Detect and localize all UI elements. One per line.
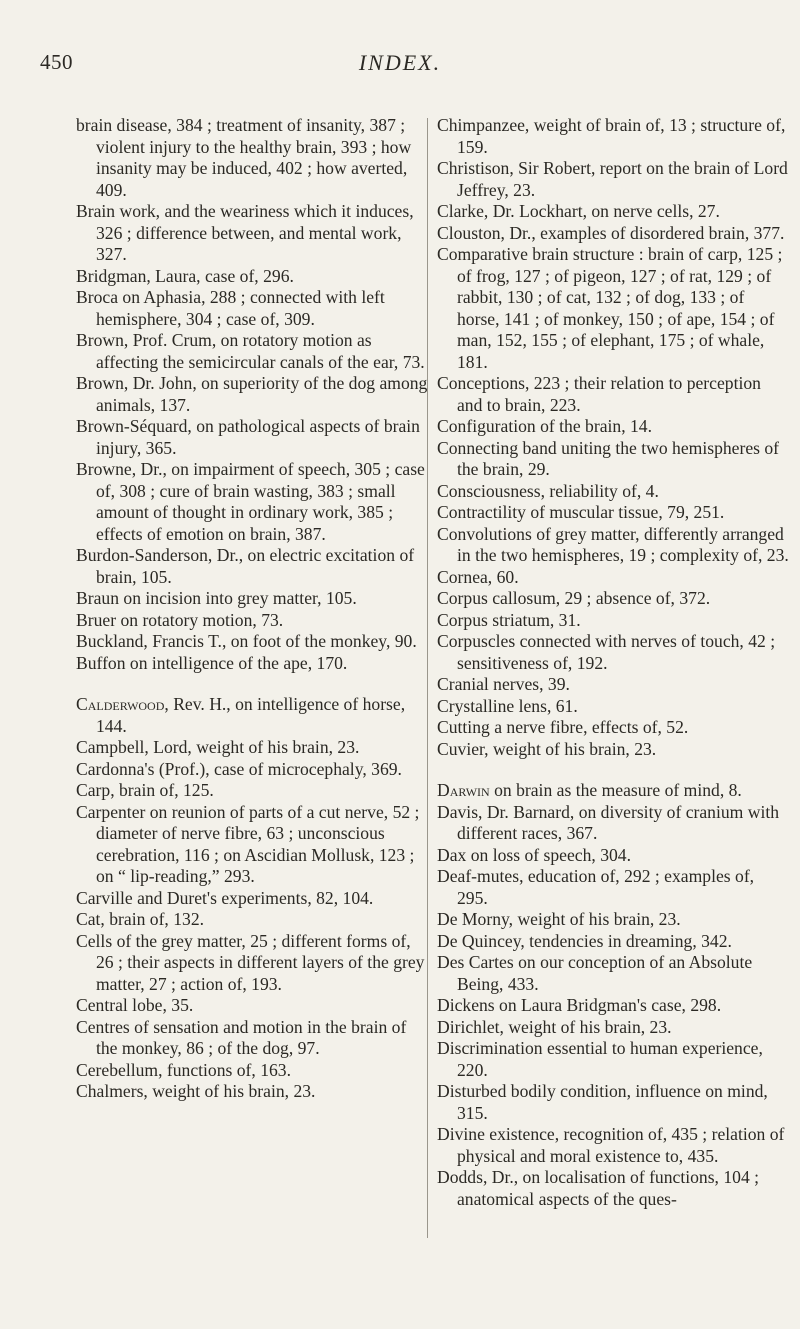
entry-text: Deaf-mutes, education of, 292 ; examples of, 295. (437, 866, 755, 908)
entry-text: Corpus callosum, 29 ; absence of, 372. (437, 588, 711, 608)
entry-text: Contractility of muscular tissue, 79, 251. (437, 502, 725, 522)
entry-text: Christison, Sir Robert, report on the brain of Lord Jeffrey, 23. (437, 158, 788, 200)
entry-text: Carp, brain of, 125. (76, 780, 214, 800)
index-entry (437, 1124, 789, 1167)
entry-text: Cerebellum, functions of, 163. (76, 1059, 291, 1080)
entry-text: Buckland, Francis T., on foot of the monkey, 90. (76, 631, 417, 651)
index-entry (437, 244, 789, 373)
entry-text: Discrimination essential to human experience, 220. (437, 1038, 763, 1080)
index-entry (437, 1017, 789, 1039)
column-divider (427, 118, 428, 1238)
page-header (0, 50, 800, 90)
index-entry (76, 802, 428, 888)
index-entry (437, 502, 789, 524)
entry-text: Burdon-Sanderson, Dr., on electric excitation of brain, 105. (76, 545, 415, 587)
entry-text: Des Cartes on our conception of an Absolute Being, 433. (437, 952, 753, 994)
index-entry (76, 588, 428, 610)
entry-lead: Calderwood, (76, 694, 169, 714)
index-entry (76, 330, 428, 373)
entry-text: Connecting band uniting the two hemispheres of the brain, 29. (437, 437, 780, 479)
index-entry (76, 653, 428, 675)
entry-text: Consciousness, reliability of, 4. (437, 480, 659, 501)
index-entry (437, 1167, 789, 1210)
index-entry (437, 524, 789, 567)
entry-text: Chalmers, weight of his brain, 23. (76, 1081, 316, 1101)
entry-text: brain disease, 384 ; treatment of insanity, 387 ; violent injury to the healthy brain, 393 ; how insanity may be induced, 402 ; how averted, 409. (76, 115, 412, 200)
index-entry (437, 588, 789, 610)
entry-text: Cells of the grey matter, 25 ; different forms of, 26 ; their aspects in different layers of the grey matter, 27 ; action of, 193. (76, 930, 425, 994)
index-entry (437, 931, 789, 953)
index-entry (437, 115, 789, 158)
index-entry (76, 1081, 428, 1103)
entry-text: Convolutions of grey matter, differently arranged in the two hemispheres, 19 ; complexity of, 23. (437, 523, 789, 565)
index-entry (76, 780, 428, 802)
entry-text: Brown-Séquard, on pathological aspects of brain injury, 365. (76, 416, 420, 458)
entry-text: Broca on Aphasia, 288 ; connected with left hemisphere, 304 ; case of, 309. (76, 287, 385, 329)
running-title: INDEX. (358, 50, 442, 75)
index-entry (437, 373, 789, 416)
index-entry (76, 909, 428, 931)
entry-text: Cardonna's (Prof.), case of microcephaly, 369. (76, 758, 402, 779)
index-entry (437, 438, 789, 481)
index-entry (437, 631, 789, 674)
index-entry (437, 158, 789, 201)
index-entry (437, 567, 789, 589)
entry-text: Dickens on Laura Bridgman's case, 298. (437, 995, 722, 1015)
entry-text: Bridgman, Laura, case of, 296. (76, 265, 294, 286)
index-entry (76, 995, 428, 1017)
entry-text: Buffon on intelligence of the ape, 170. (76, 652, 348, 673)
entry-text: De Morny, weight of his brain, 23. (437, 909, 681, 929)
index-column-left (76, 115, 428, 1103)
index-entry (437, 1038, 789, 1081)
index-entry (76, 115, 428, 201)
entry-text: Clouston, Dr., examples of disordered brain, 377. (437, 222, 785, 243)
entry-text: Cranial nerves, 39. (437, 674, 570, 694)
index-entry (437, 610, 789, 632)
entry-text: Comparative brain structure : brain of carp, 125 ; of frog, 127 ; of pigeon, 127 ; of rat, 129 ; of rabbit, 130 ; of cat, 132 ; of dog, 133 ; of horse, 141 ; of monkey, 150 ; of ape, 154 ; of man, 152, 155 ; of elephant, 175 ; of whale, 181. (437, 244, 783, 372)
index-entry (76, 631, 428, 653)
index-entry (437, 1081, 789, 1124)
index-entry (76, 888, 428, 910)
index-entry (437, 845, 789, 867)
entry-text: Dax on loss of speech, 304. (437, 844, 631, 865)
entry-text: Braun on incision into grey matter, 105. (76, 588, 357, 608)
entry-text: on brain as the measure of mind, 8. (489, 780, 742, 800)
index-entry (437, 201, 789, 223)
index-entry (76, 266, 428, 288)
index-entry (76, 694, 428, 737)
index-entry (437, 802, 789, 845)
page-number: 450 (40, 50, 73, 74)
entry-text: Dodds, Dr., on localisation of functions, 104 ; anatomical aspects of the ques- (437, 1167, 760, 1209)
index-entry (76, 610, 428, 632)
entry-text: Cat, brain of, 132. (76, 909, 205, 929)
entry-text: Clarke, Dr. Lockhart, on nerve cells, 27. (437, 201, 720, 221)
entry-text: Bruer on rotatory motion, 73. (76, 609, 284, 630)
entry-text: Disturbed bodily condition, influence on mind, 315. (437, 1081, 768, 1123)
entry-lead: Darwin (437, 780, 490, 800)
entry-text: Centres of sensation and motion in the brain of the monkey, 86 ; of the dog, 97. (76, 1016, 407, 1058)
index-entry (76, 287, 428, 330)
entry-text: Crystalline lens, 61. (437, 695, 578, 716)
index-entry (437, 739, 789, 761)
index-entry (437, 223, 789, 245)
entry-text: Campbell, Lord, weight of his brain, 23. (76, 737, 360, 757)
entry-text: Brown, Prof. Crum, on rotatory motion as affecting the semicircular canals of the ear, 73. (76, 330, 425, 372)
index-entry (437, 416, 789, 438)
entry-text: Corpuscles connected with nerves of touch, 42 ; sensitiveness of, 192. (437, 631, 776, 673)
entry-text: Carville and Duret's experiments, 82, 104. (76, 887, 374, 908)
index-entry (437, 717, 789, 739)
entry-text: Rev. H., on intelligence of horse, 144. (96, 694, 406, 736)
index-entry (437, 481, 789, 503)
entry-text: Carpenter on reunion of parts of a cut nerve, 52 ; diameter of nerve fibre, 63 ; unconscious cerebration, 116 ; on Ascidian Mollusk, 123 ; on “ lip-reading,” 293. (76, 801, 420, 886)
entry-text: Brown, Dr. John, on superiority of the dog among animals, 137. (76, 373, 428, 415)
index-entry (437, 909, 789, 931)
entry-text: Corpus striatum, 31. (437, 609, 581, 630)
index-entry (76, 737, 428, 759)
entry-text: Cuvier, weight of his brain, 23. (437, 738, 657, 759)
index-entry (437, 696, 789, 718)
index-entry (76, 1017, 428, 1060)
index-entry (437, 780, 789, 802)
entry-text: Conceptions, 223 ; their relation to perception and to brain, 223. (437, 373, 761, 415)
entry-text: Configuration of the brain, 14. (437, 416, 652, 436)
entry-text: Divine existence, recognition of, 435 ; relation of physical and moral existence to, 435. (437, 1124, 785, 1166)
index-entry (76, 416, 428, 459)
entry-text: Chimpanzee, weight of brain of, 13 ; structure of, 159. (437, 115, 786, 157)
index-entry (437, 952, 789, 995)
entry-text: De Quincey, tendencies in dreaming, 342. (437, 930, 732, 951)
entry-text: Cutting a nerve fibre, effects of, 52. (437, 717, 689, 737)
entry-text: Browne, Dr., on impairment of speech, 305 ; case of, 308 ; cure of brain wasting, 383 ; small amount of thought in ordinary work, 385 ; effects of emotion on brain, 387. (76, 459, 425, 544)
index-entry (76, 759, 428, 781)
index-entry (76, 459, 428, 545)
index-entry (437, 674, 789, 696)
entry-text: Cornea, 60. (437, 566, 519, 587)
entry-text: Central lobe, 35. (76, 995, 194, 1015)
index-entry (76, 201, 428, 266)
index-column-right (437, 115, 789, 1210)
index-entry (76, 545, 428, 588)
index-entry (76, 1060, 428, 1082)
entry-text: Davis, Dr. Barnard, on diversity of cranium with different races, 367. (437, 801, 780, 843)
index-entry (437, 866, 789, 909)
entry-text: Dirichlet, weight of his brain, 23. (437, 1016, 672, 1037)
index-entry (437, 995, 789, 1017)
entry-text: Brain work, and the weariness which it induces, 326 ; difference between, and mental work, 327. (76, 201, 414, 264)
index-entry (76, 373, 428, 416)
index-entry (76, 931, 428, 996)
